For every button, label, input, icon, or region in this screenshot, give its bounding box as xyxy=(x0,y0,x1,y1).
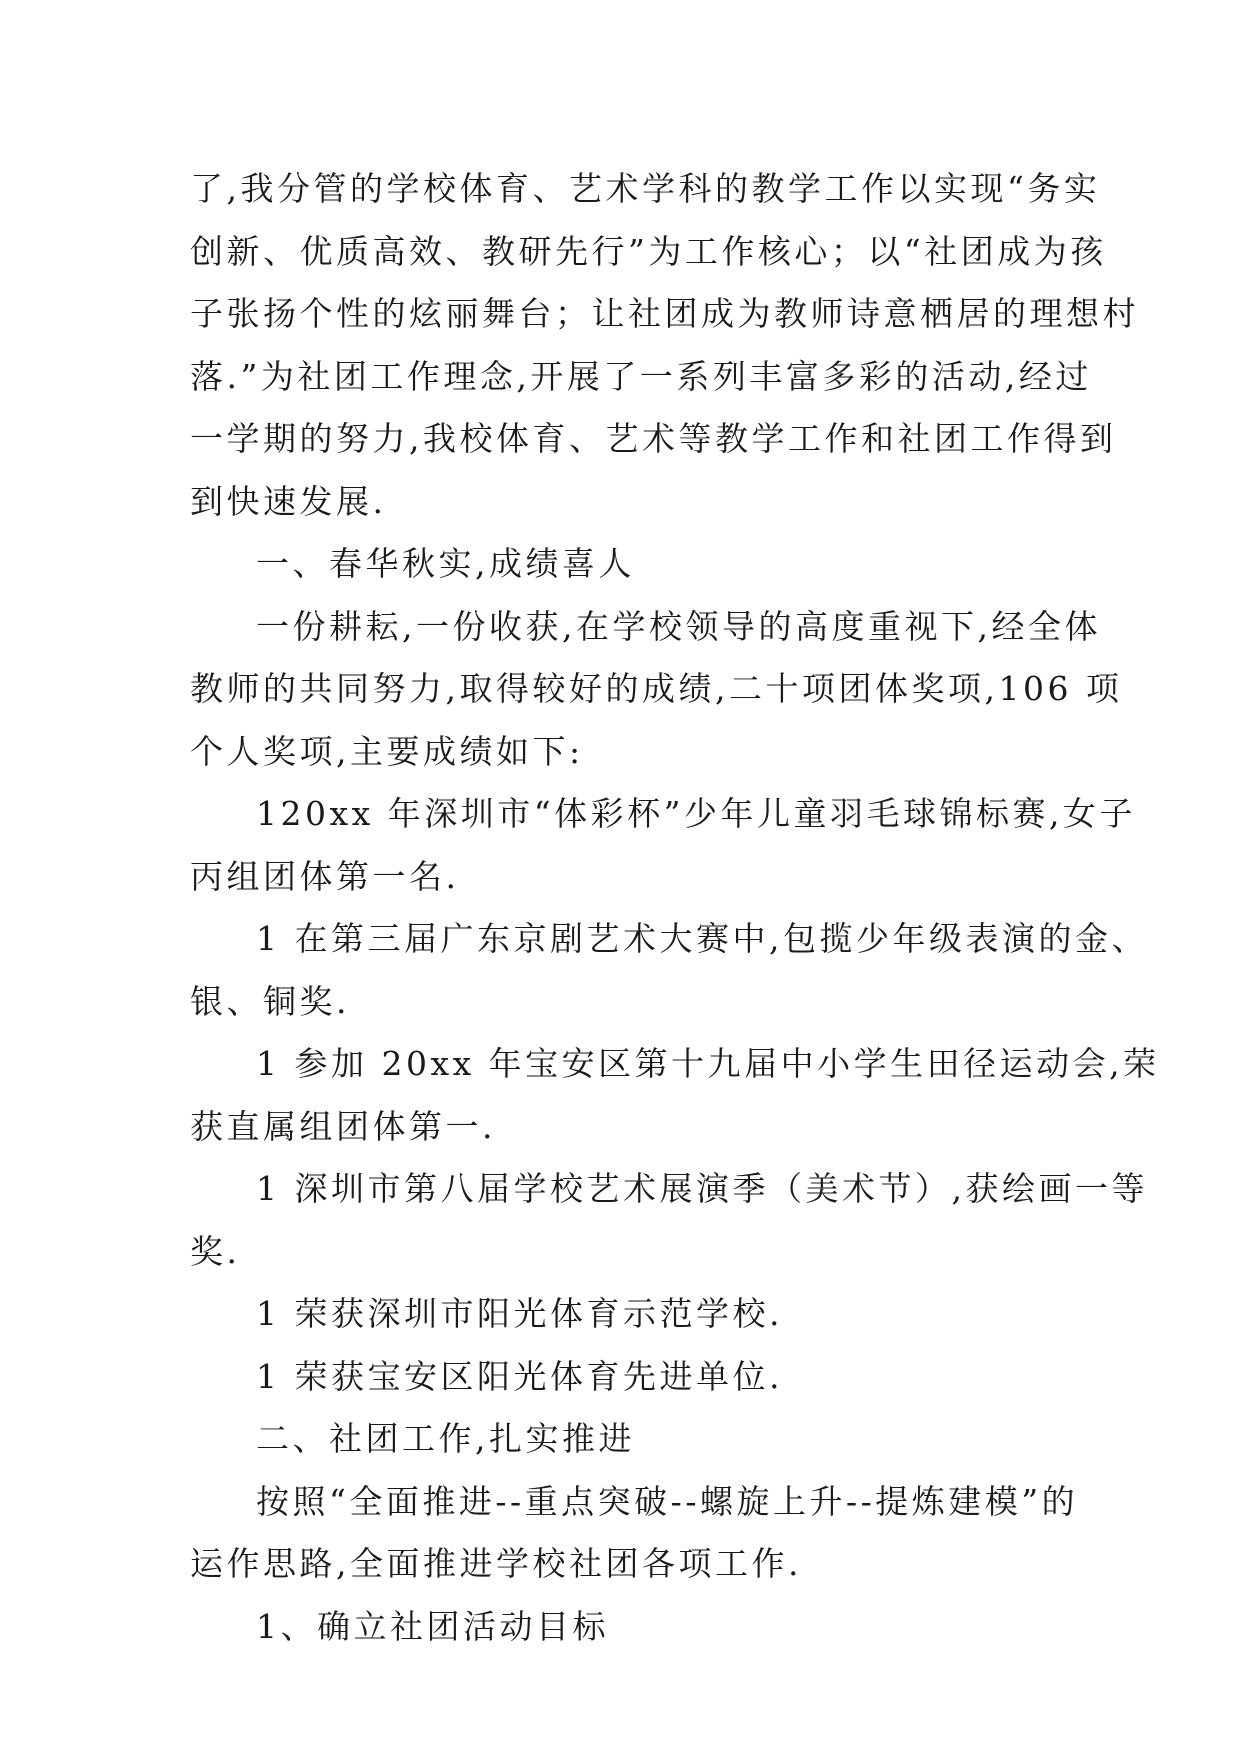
text-line: 获直属组团体第一. xyxy=(190,1106,496,1146)
achievement-item-sunshine-advanced xyxy=(190,1346,1052,1409)
heading-line: 二、社团工作,扎实推进 xyxy=(256,1419,635,1458)
text-line: 了,我分管的学校体育、艺术学科的教学工作以实现“务实 xyxy=(190,169,1101,208)
text-line: 个人奖项,主要成绩如下: xyxy=(190,731,584,771)
text-line: 按照“全面推进--重点突破--螺旋上升--提炼建模”的 xyxy=(256,1481,1079,1521)
text-line: 奖. xyxy=(190,1231,241,1271)
document-body xyxy=(190,158,1160,1658)
achievement-item-athletics xyxy=(190,1033,1160,1158)
achievement-item-art xyxy=(190,1158,1148,1283)
paragraph-club-approach xyxy=(190,1471,1079,1596)
achievement-item-badminton xyxy=(190,783,1136,908)
text-line: 1 荣获深圳市阳光体育示范学校. xyxy=(256,1294,783,1333)
heading-line: 1、确立社团活动目标 xyxy=(256,1606,609,1646)
text-line: 银、铜奖. xyxy=(190,981,350,1021)
achievement-item-opera xyxy=(190,908,1148,1033)
paragraph-achievements-intro xyxy=(190,596,1123,784)
heading-line: 一、春华秋实,成绩喜人 xyxy=(256,544,635,583)
text-line: 落.”为社团工作理念,开展了一系列丰富多彩的活动,经过 xyxy=(190,356,1092,396)
text-line: 1 在第三届广东京剧艺术大赛中,包揽少年级表演的金、 xyxy=(256,919,1148,958)
text-line: 运作思路,全面推进学校社团各项工作. xyxy=(190,1544,802,1583)
section-heading-2 xyxy=(190,1408,1052,1471)
text-line: 1 参加 20xx 年宝安区第十九届中小学生田径运动会,荣 xyxy=(256,1044,1160,1083)
achievement-item-sunshine-model xyxy=(190,1283,1052,1346)
text-line: 1 深圳市第八届学校艺术展演季（美术节）,获绘画一等 xyxy=(256,1169,1148,1208)
text-line: 1 荣获宝安区阳光体育先进单位. xyxy=(256,1356,783,1396)
text-line: 到快速发展. xyxy=(190,481,387,521)
text-line: 子张扬个性的炫丽舞台；让社团成为教师诗意栖居的理想村 xyxy=(190,294,1139,333)
text-line: 120xx 年深圳市“体彩杯”少年儿童羽毛球锦标赛,女子 xyxy=(256,794,1136,833)
text-line: 创新、优质高效、教研先行”为工作核心；以“社团成为孩 xyxy=(190,231,1107,271)
text-line: 教师的共同努力,取得较好的成绩,二十项团体奖项,106 项 xyxy=(190,669,1123,708)
section-heading-1 xyxy=(190,533,1052,596)
text-line: 一份耕耘,一份收获,在学校领导的高度重视下,经全体 xyxy=(256,606,1101,646)
paragraph-intro xyxy=(190,158,1139,533)
text-line: 一学期的努力,我校体育、艺术等教学工作和社团工作得到 xyxy=(190,419,1117,458)
text-line: 丙组团体第一名. xyxy=(190,856,460,896)
subsection-heading-1 xyxy=(190,1596,1052,1659)
